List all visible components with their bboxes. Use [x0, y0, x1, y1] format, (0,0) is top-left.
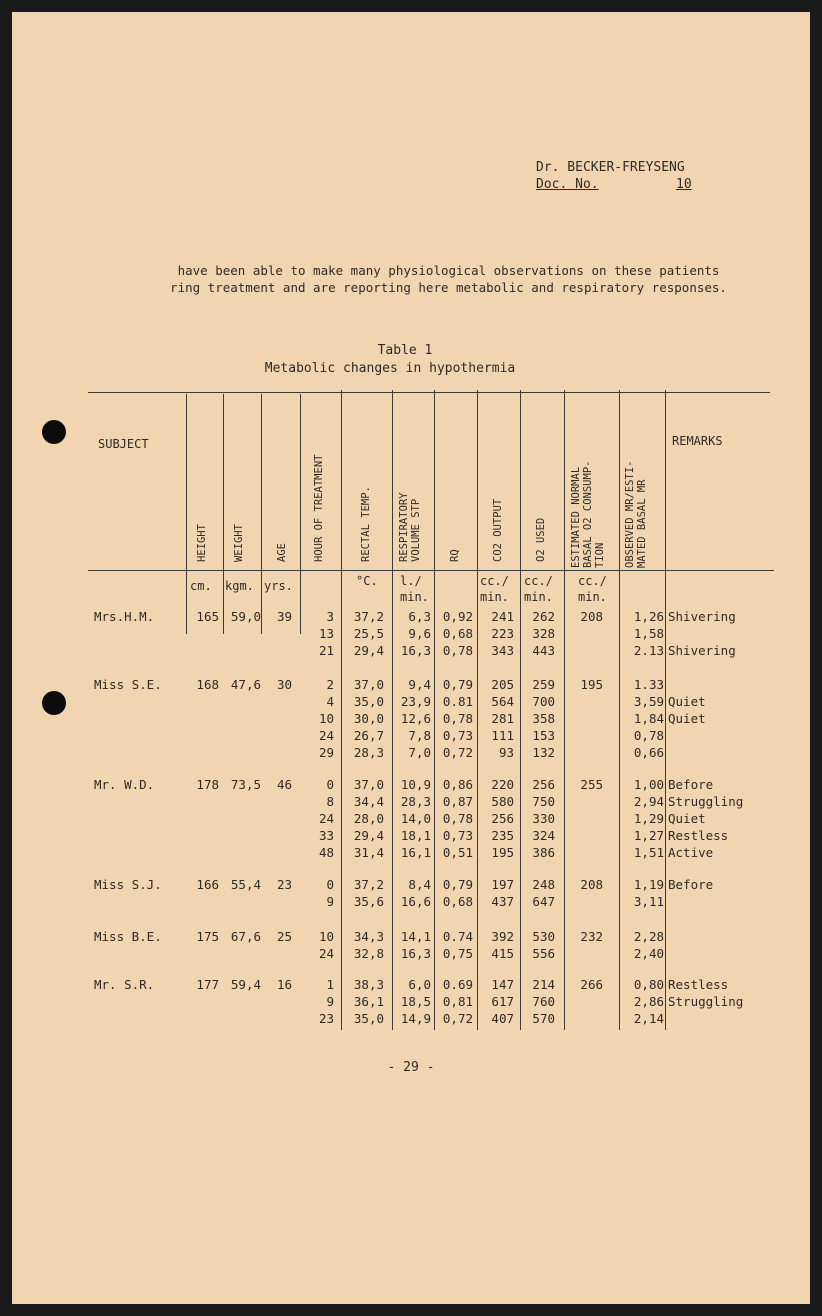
subject-weight: 55,4	[230, 877, 261, 892]
header-rectal-temp: RECTAL TEMP.	[360, 486, 372, 562]
header-observed-ratio: OBSERVED MR/ESTI- MATED BASAL MR	[624, 460, 648, 568]
cell-resp: 28,3	[400, 794, 431, 809]
cell-rectal: 29,4	[353, 643, 384, 658]
subject-name: Mrs.H.M.	[94, 609, 155, 624]
subject-height: 178	[196, 777, 219, 792]
cell-ratio: 1.33	[633, 677, 664, 692]
cell-rectal: 31,4	[353, 845, 384, 860]
cell-rectal: 34,3	[353, 929, 384, 944]
cell-co2: 197	[491, 877, 514, 892]
cell-co2: 241	[491, 609, 514, 624]
subject-height: 177	[196, 977, 219, 992]
header-hour: HOUR OF TREATMENT	[313, 454, 325, 562]
cell-rectal: 37,2	[353, 609, 384, 624]
cell-co2: 235	[491, 828, 514, 843]
cell-hour: 13	[318, 626, 334, 641]
subject-age: 16	[276, 977, 292, 992]
column-rule	[261, 394, 262, 634]
cell-rq: 0.69	[442, 977, 473, 992]
intro-line: ring treatment and are reporting here metabolic and respiratory responses.	[155, 280, 727, 295]
cell-hour: 24	[318, 728, 334, 743]
cell-remark: Before	[668, 877, 714, 892]
cell-rq: 0,51	[442, 845, 473, 860]
cell-resp: 16,1	[400, 845, 431, 860]
header-age: AGE	[276, 543, 288, 562]
cell-rq: 0.74	[442, 929, 473, 944]
subject-estimated-basal: 195	[580, 677, 603, 692]
cell-o2: 259	[532, 677, 555, 692]
cell-rectal: 35,0	[353, 1011, 384, 1026]
cell-rectal: 28,3	[353, 745, 384, 760]
cell-ratio: 1,58	[633, 626, 664, 641]
cell-rectal: 37,0	[353, 677, 384, 692]
subject-age: 39	[276, 609, 292, 624]
cell-remark: Before	[668, 777, 714, 792]
cell-hour: 0	[326, 877, 334, 892]
cell-rectal: 38,3	[353, 977, 384, 992]
cell-ratio: 1,84	[633, 711, 664, 726]
cell-rq: 0,72	[442, 1011, 473, 1026]
cell-rectal: 37,0	[353, 777, 384, 792]
unit-resp: l./ min.	[400, 574, 429, 604]
subject-weight: 59,0	[230, 609, 261, 624]
cell-rq: 0,92	[442, 609, 473, 624]
subject-weight: 67,6	[230, 929, 261, 944]
cell-hour: 8	[326, 794, 334, 809]
cell-hour: 9	[326, 894, 334, 909]
cell-remark: Shivering	[668, 643, 736, 658]
cell-co2: 93	[498, 745, 514, 760]
cell-resp: 7,8	[408, 728, 431, 743]
cell-o2: 443	[532, 643, 555, 658]
cell-co2: 205	[491, 677, 514, 692]
cell-o2: 556	[532, 946, 555, 961]
cell-ratio: 1,26	[633, 609, 664, 624]
cell-ratio: 2,14	[633, 1011, 664, 1026]
table-top-rule	[88, 392, 770, 393]
cell-resp: 18,1	[400, 828, 431, 843]
punch-hole	[42, 691, 66, 715]
cell-co2: 415	[491, 946, 514, 961]
subject-height: 175	[196, 929, 219, 944]
cell-o2: 570	[532, 1011, 555, 1026]
subject-height: 166	[196, 877, 219, 892]
cell-rq: 0,72	[442, 745, 473, 760]
header-remarks: REMARKS	[672, 434, 723, 448]
cell-hour: 24	[318, 946, 334, 961]
author-line: Dr. BECKER-FREYSENG	[536, 160, 685, 175]
cell-resp: 16,3	[400, 946, 431, 961]
unit-height: cm.	[190, 579, 212, 593]
cell-resp: 16,6	[400, 894, 431, 909]
header-subject: SUBJECT	[98, 437, 149, 451]
cell-co2: 223	[491, 626, 514, 641]
cell-co2: 437	[491, 894, 514, 909]
cell-rq: 0,75	[442, 946, 473, 961]
cell-hour: 21	[318, 643, 334, 658]
cell-resp: 8,4	[408, 877, 431, 892]
subject-height: 165	[196, 609, 219, 624]
cell-ratio: 2,94	[633, 794, 664, 809]
subject-weight: 73,5	[230, 777, 261, 792]
cell-hour: 10	[318, 929, 334, 944]
cell-o2: 214	[532, 977, 555, 992]
cell-rectal: 37,2	[353, 877, 384, 892]
subject-age: 46	[276, 777, 292, 792]
subject-age: 23	[276, 877, 292, 892]
cell-o2: 330	[532, 811, 555, 826]
subject-name: Mr. W.D.	[94, 777, 155, 792]
unit-co2: cc./ min.	[480, 574, 509, 604]
cell-rq: 0.81	[442, 694, 473, 709]
cell-ratio: 2,28	[633, 929, 664, 944]
cell-hour: 10	[318, 711, 334, 726]
intro-line: have been able to make many physiological observations on these patients	[155, 263, 720, 278]
cell-ratio: 0,66	[633, 745, 664, 760]
cell-resp: 14,1	[400, 929, 431, 944]
cell-hour: 3	[326, 609, 334, 624]
cell-hour: 33	[318, 828, 334, 843]
cell-rq: 0,73	[442, 828, 473, 843]
cell-hour: 4	[326, 694, 334, 709]
intro-paragraph	[155, 262, 795, 296]
cell-rectal: 25,5	[353, 626, 384, 641]
cell-rq: 0,68	[442, 626, 473, 641]
cell-remark: Restless	[668, 977, 729, 992]
cell-resp: 9,6	[408, 626, 431, 641]
punch-hole	[42, 420, 66, 444]
cell-rq: 0,78	[442, 643, 473, 658]
cell-remark: Struggling	[668, 994, 744, 1009]
cell-rectal: 35,0	[353, 694, 384, 709]
cell-rq: 0,73	[442, 728, 473, 743]
cell-resp: 14,0	[400, 811, 431, 826]
cell-o2: 328	[532, 626, 555, 641]
cell-resp: 16,3	[400, 643, 431, 658]
cell-co2: 147	[491, 977, 514, 992]
cell-hour: 9	[326, 994, 334, 1009]
subject-name: Miss S.E.	[94, 677, 162, 692]
cell-o2: 248	[532, 877, 555, 892]
cell-remark: Restless	[668, 828, 729, 843]
subject-height: 168	[196, 677, 219, 692]
cell-rectal: 29,4	[353, 828, 384, 843]
cell-rectal: 26,7	[353, 728, 384, 743]
column-rule	[665, 390, 666, 1030]
cell-o2: 647	[532, 894, 555, 909]
cell-rectal: 32,8	[353, 946, 384, 961]
cell-o2: 760	[532, 994, 555, 1009]
subject-estimated-basal: 255	[580, 777, 603, 792]
cell-rq: 0,68	[442, 894, 473, 909]
cell-o2: 153	[532, 728, 555, 743]
doc-label: Doc. No.	[536, 177, 599, 192]
cell-remark: Quiet	[668, 711, 706, 726]
cell-o2: 324	[532, 828, 555, 843]
cell-resp: 9,4	[408, 677, 431, 692]
cell-o2: 132	[532, 745, 555, 760]
table-title: Table 1	[377, 343, 433, 358]
cell-o2: 256	[532, 777, 555, 792]
cell-co2: 256	[491, 811, 514, 826]
cell-rectal: 35,6	[353, 894, 384, 909]
cell-rectal: 28,0	[353, 811, 384, 826]
cell-o2: 750	[532, 794, 555, 809]
cell-remark: Struggling	[668, 794, 744, 809]
subject-age: 25	[276, 929, 292, 944]
cell-o2: 530	[532, 929, 555, 944]
cell-resp: 6,0	[408, 977, 431, 992]
header-rule	[88, 570, 774, 571]
cell-rectal: 36,1	[353, 994, 384, 1009]
cell-rq: 0,79	[442, 877, 473, 892]
cell-ratio: 2,40	[633, 946, 664, 961]
cell-ratio: 1,19	[633, 877, 664, 892]
cell-co2: 407	[491, 1011, 514, 1026]
cell-resp: 14,9	[400, 1011, 431, 1026]
header-rq: RQ	[449, 549, 461, 562]
cell-hour: 1	[326, 977, 334, 992]
cell-ratio: 3,59	[633, 694, 664, 709]
cell-rq: 0,86	[442, 777, 473, 792]
subject-age: 30	[276, 677, 292, 692]
cell-hour: 23	[318, 1011, 334, 1026]
cell-resp: 7,0	[408, 745, 431, 760]
cell-o2: 386	[532, 845, 555, 860]
cell-ratio: 1,29	[633, 811, 664, 826]
cell-resp: 23,9	[400, 694, 431, 709]
doc-number: 10	[676, 177, 692, 192]
cell-hour: 48	[318, 845, 334, 860]
unit-weight: kgm.	[225, 579, 254, 593]
cell-remark: Active	[668, 845, 714, 860]
header-height: HEIGHT	[196, 524, 208, 562]
unit-rectal: °C.	[356, 574, 378, 588]
cell-co2: 580	[491, 794, 514, 809]
unit-age: yrs.	[264, 579, 293, 593]
cell-co2: 392	[491, 929, 514, 944]
cell-rq: 0,79	[442, 677, 473, 692]
cell-o2: 262	[532, 609, 555, 624]
cell-co2: 111	[491, 728, 514, 743]
table-subtitle: Metabolic changes in hypothermia	[264, 361, 516, 376]
cell-rectal: 34,4	[353, 794, 384, 809]
subject-weight: 59,4	[230, 977, 261, 992]
header-weight: WEIGHT	[233, 524, 245, 562]
unit-estimated: cc./ min.	[578, 574, 607, 604]
cell-ratio: 1,27	[633, 828, 664, 843]
page-number: - 29 -	[387, 1060, 435, 1075]
cell-ratio: 3,11	[633, 894, 664, 909]
cell-co2: 195	[491, 845, 514, 860]
cell-hour: 0	[326, 777, 334, 792]
column-rule	[186, 394, 187, 634]
header-respiratory: RESPIRATORY VOLUME STP	[398, 492, 422, 562]
cell-remark: Quiet	[668, 694, 706, 709]
subject-estimated-basal: 208	[580, 877, 603, 892]
cell-ratio: 1,00	[633, 777, 664, 792]
cell-resp: 10,9	[400, 777, 431, 792]
header-co2-output: CO2 OUTPUT	[492, 498, 504, 562]
subject-name: Miss B.E.	[94, 929, 162, 944]
cell-co2: 220	[491, 777, 514, 792]
cell-co2: 617	[491, 994, 514, 1009]
header-estimated-basal: ESTIMATED NORMAL BASAL O2 CONSUMP- TION	[570, 460, 606, 568]
cell-hour: 29	[318, 745, 334, 760]
cell-co2: 343	[491, 643, 514, 658]
header-o2-used: O2 USED	[535, 517, 547, 562]
subject-estimated-basal: 266	[580, 977, 603, 992]
cell-hour: 2	[326, 677, 334, 692]
cell-rq: 0,87	[442, 794, 473, 809]
cell-rq: 0,81	[442, 994, 473, 1009]
cell-remark: Shivering	[668, 609, 736, 624]
cell-ratio: 2.13	[633, 643, 664, 658]
cell-rectal: 30,0	[353, 711, 384, 726]
cell-o2: 700	[532, 694, 555, 709]
cell-rq: 0,78	[442, 811, 473, 826]
column-rule	[300, 394, 301, 634]
cell-resp: 18,5	[400, 994, 431, 1009]
cell-hour: 24	[318, 811, 334, 826]
unit-o2: cc./ min.	[524, 574, 553, 604]
subject-weight: 47,6	[230, 677, 261, 692]
cell-ratio: 0,78	[633, 728, 664, 743]
subject-name: Mr. S.R.	[94, 977, 155, 992]
cell-resp: 6,3	[408, 609, 431, 624]
cell-co2: 564	[491, 694, 514, 709]
cell-ratio: 1,51	[633, 845, 664, 860]
subject-name: Miss S.J.	[94, 877, 162, 892]
cell-resp: 12,6	[400, 711, 431, 726]
cell-ratio: 2,86	[633, 994, 664, 1009]
cell-remark: Quiet	[668, 811, 706, 826]
cell-o2: 358	[532, 711, 555, 726]
subject-estimated-basal: 208	[580, 609, 603, 624]
cell-co2: 281	[491, 711, 514, 726]
subject-estimated-basal: 232	[580, 929, 603, 944]
cell-ratio: 0,80	[633, 977, 664, 992]
cell-rq: 0,78	[442, 711, 473, 726]
column-rule	[223, 394, 224, 634]
